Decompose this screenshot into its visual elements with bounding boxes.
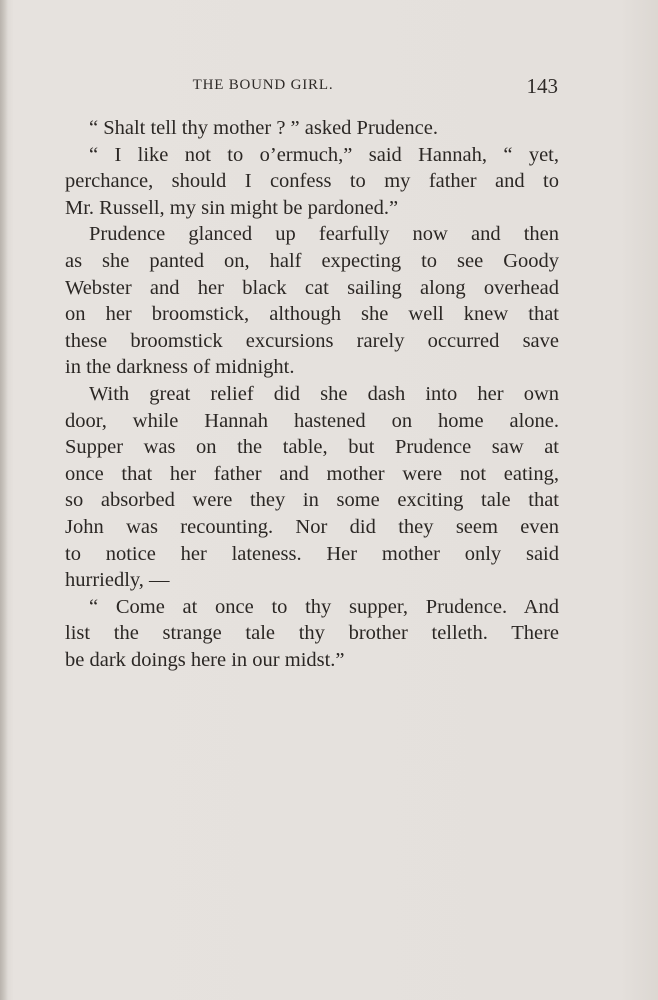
text-line: hurriedly, — bbox=[65, 569, 170, 592]
text-line: Mr. Russell, my sin might be pardoned.” bbox=[65, 196, 399, 219]
text-line: With great relief did she dash into her own bbox=[89, 382, 559, 405]
running-title: THE BOUND GIRL. bbox=[192, 77, 334, 93]
page-number: 143 bbox=[526, 74, 558, 98]
text-line: as she panted on, half expecting to see Goody bbox=[65, 249, 559, 272]
text-line: “ Shalt tell thy mother ? ” asked Prudence. bbox=[89, 117, 438, 139]
text-line: Webster and her black cat sailing along overhead bbox=[65, 276, 559, 299]
text-line: in the darkness of midnight. bbox=[65, 356, 295, 379]
text-line: perchance, should I confess to my father and to bbox=[65, 170, 559, 193]
text-line: on her broomstick, although she well knew that bbox=[65, 303, 559, 326]
text-line: to notice her lateness. Her mother only said bbox=[65, 542, 559, 565]
text-line: “ Come at once to thy supper, Prudence. And bbox=[89, 595, 559, 618]
text-line: so absorbed were they in some exciting tale that bbox=[65, 489, 559, 512]
text-line: list the strange tale thy brother telleth. There bbox=[65, 622, 559, 645]
text-line: “ I like not to o’ermuch,” said Hannah, “ yet, bbox=[89, 143, 559, 166]
text-line: be dark doings here in our midst.” bbox=[65, 648, 345, 671]
text-line: door, while Hannah hastened on home alone. bbox=[65, 409, 559, 432]
body-text bbox=[65, 115, 559, 673]
text-line: Prudence glanced up fearfully now and then bbox=[89, 223, 559, 246]
text-line: these broomstick excursions rarely occurred save bbox=[65, 329, 559, 352]
binding-shadow bbox=[0, 0, 8, 1000]
text-line: John was recounting. Nor did they seem even bbox=[65, 515, 559, 538]
text-line: once that her father and mother were not eating, bbox=[65, 462, 559, 485]
text-line: Supper was on the table, but Prudence saw at bbox=[65, 436, 559, 459]
running-head bbox=[68, 74, 558, 100]
